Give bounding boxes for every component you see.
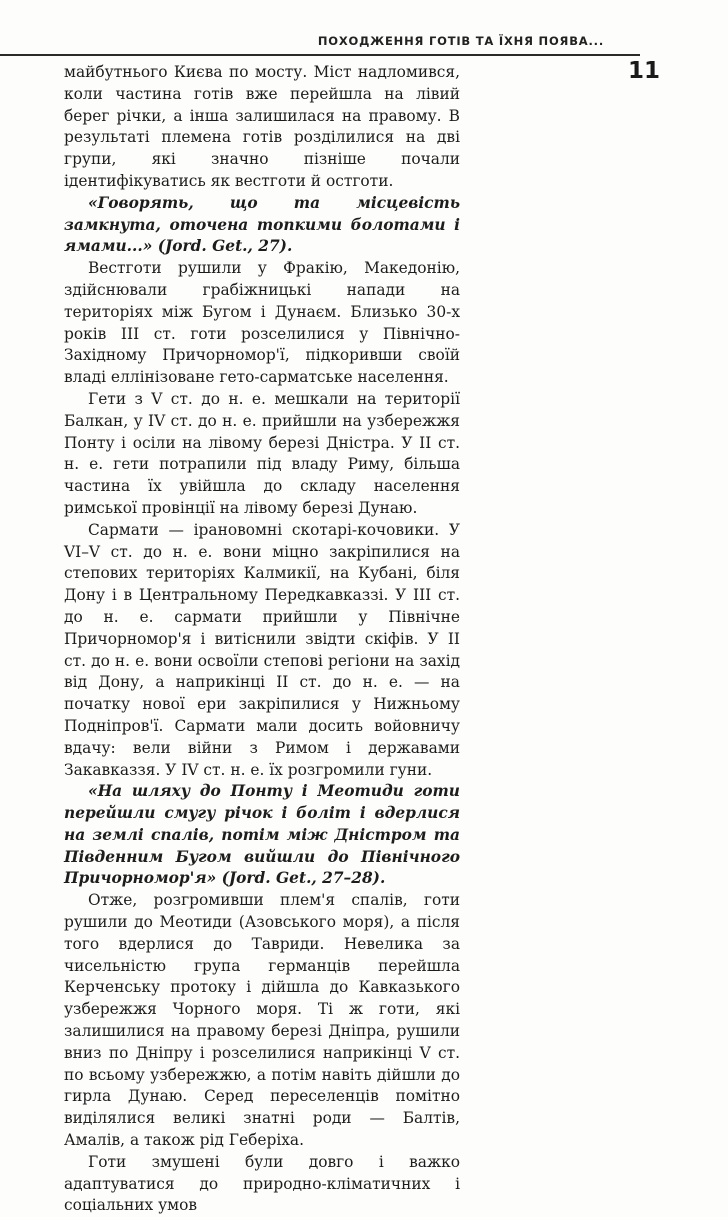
paragraph-1: майбутнього Києва по мосту. Міст надломився, коли частина готів вже перейшла на лівий берег річки, а інша залишилася на правому. В результаті племена готів розділилися на дві групи, які значно пізніше почали ідентифікуватись як вестготи й остготи.: [64, 63, 460, 190]
running-head-title: ПОХОДЖЕННЯ ГОТІВ ТА ЇХНЯ ПОЯВА...: [317, 34, 604, 48]
running-head: [0, 28, 640, 56]
paragraph-2: Вестготи рушили у Фракію, Македонію, здійснювали грабіжницькі напади на територіях між Бугом і Дунаєм. Близько 30-х років III ст. готи розселилися у Північно-Західному Причорномор'ї, підкоривши своїй владі еллінізоване гето-сарматське населення.: [64, 259, 460, 387]
paragraph-6: Готи змушені були довго і важко адаптуватися до природно-кліматичних і соціальних умов: [64, 1152, 460, 1215]
paragraph-3: Гети з V ст. до н. е. мешкали на території Балкан, у IV ст. до н. е. прийшли на узбережжя Понту і осіли на лівому березі Дністра. У II ст. н. е. гети потрапили під владу Риму, більша частина їх увійшла до складу населення римської провінції на лівому березі Дунаю.: [64, 389, 460, 517]
paragraph-5: Отже, розгромивши плем'я спалів, готи рушили до Меотиди (Азовського моря), а після того вдерлися до Тавриди. Невелика за чисельністю група германців перейшла Керченську протоку і дійшла до Кавказького узбережжя Чорного моря. Ті ж готи, які залишилися на правому березі Дніпра, рушили вниз по Дніпру і розселилися наприкінці V ст. по всьому узбережжю, а потім навіть дійшли до гирла Дунаю. Серед переселенців помітно виділялися великі знатні роди — Балтів, Амалів, а також рід Геберіха.: [64, 891, 460, 1150]
quote-1: «Говорять, що та місцевість замкнута, оточена топкими болотами і ямами...» (Jord. Get., 27).: [64, 193, 460, 256]
quote-2: «На шляху до Понту і Меотиди готи перейшли смугу річок і боліт і вдерлися на землі спалів, потім між Дністром та Південним Бугом вийшли до Північного Причорномор'я» (Jord. Get., 27–28).: [64, 782, 460, 888]
page-number: 11: [628, 58, 661, 84]
paragraph-4: Сармати — ірановомні скотарі-кочовики. У VI–V ст. до н. е. вони міцно закріпилися на степових територіях Калмикії, на Кубані, біля Дону і в Центральному Передкавказзі. У III ст. до н. е. сармати прийшли у Північне Причорномор'я і витіснили звідти скіфів. У II ст. до н. е. вони освоїли степові регіони на захід від Дону, а наприкінці II ст. до н. е. — на початку нової ери закріпилися у Нижньому Подніпров'ї. Сармати мали досить войовничу вдачу: вели війни з Римом і державами Закавказзя. У IV ст. н. е. їх розгромили гуни.: [64, 520, 460, 779]
body-text: [64, 62, 460, 1217]
